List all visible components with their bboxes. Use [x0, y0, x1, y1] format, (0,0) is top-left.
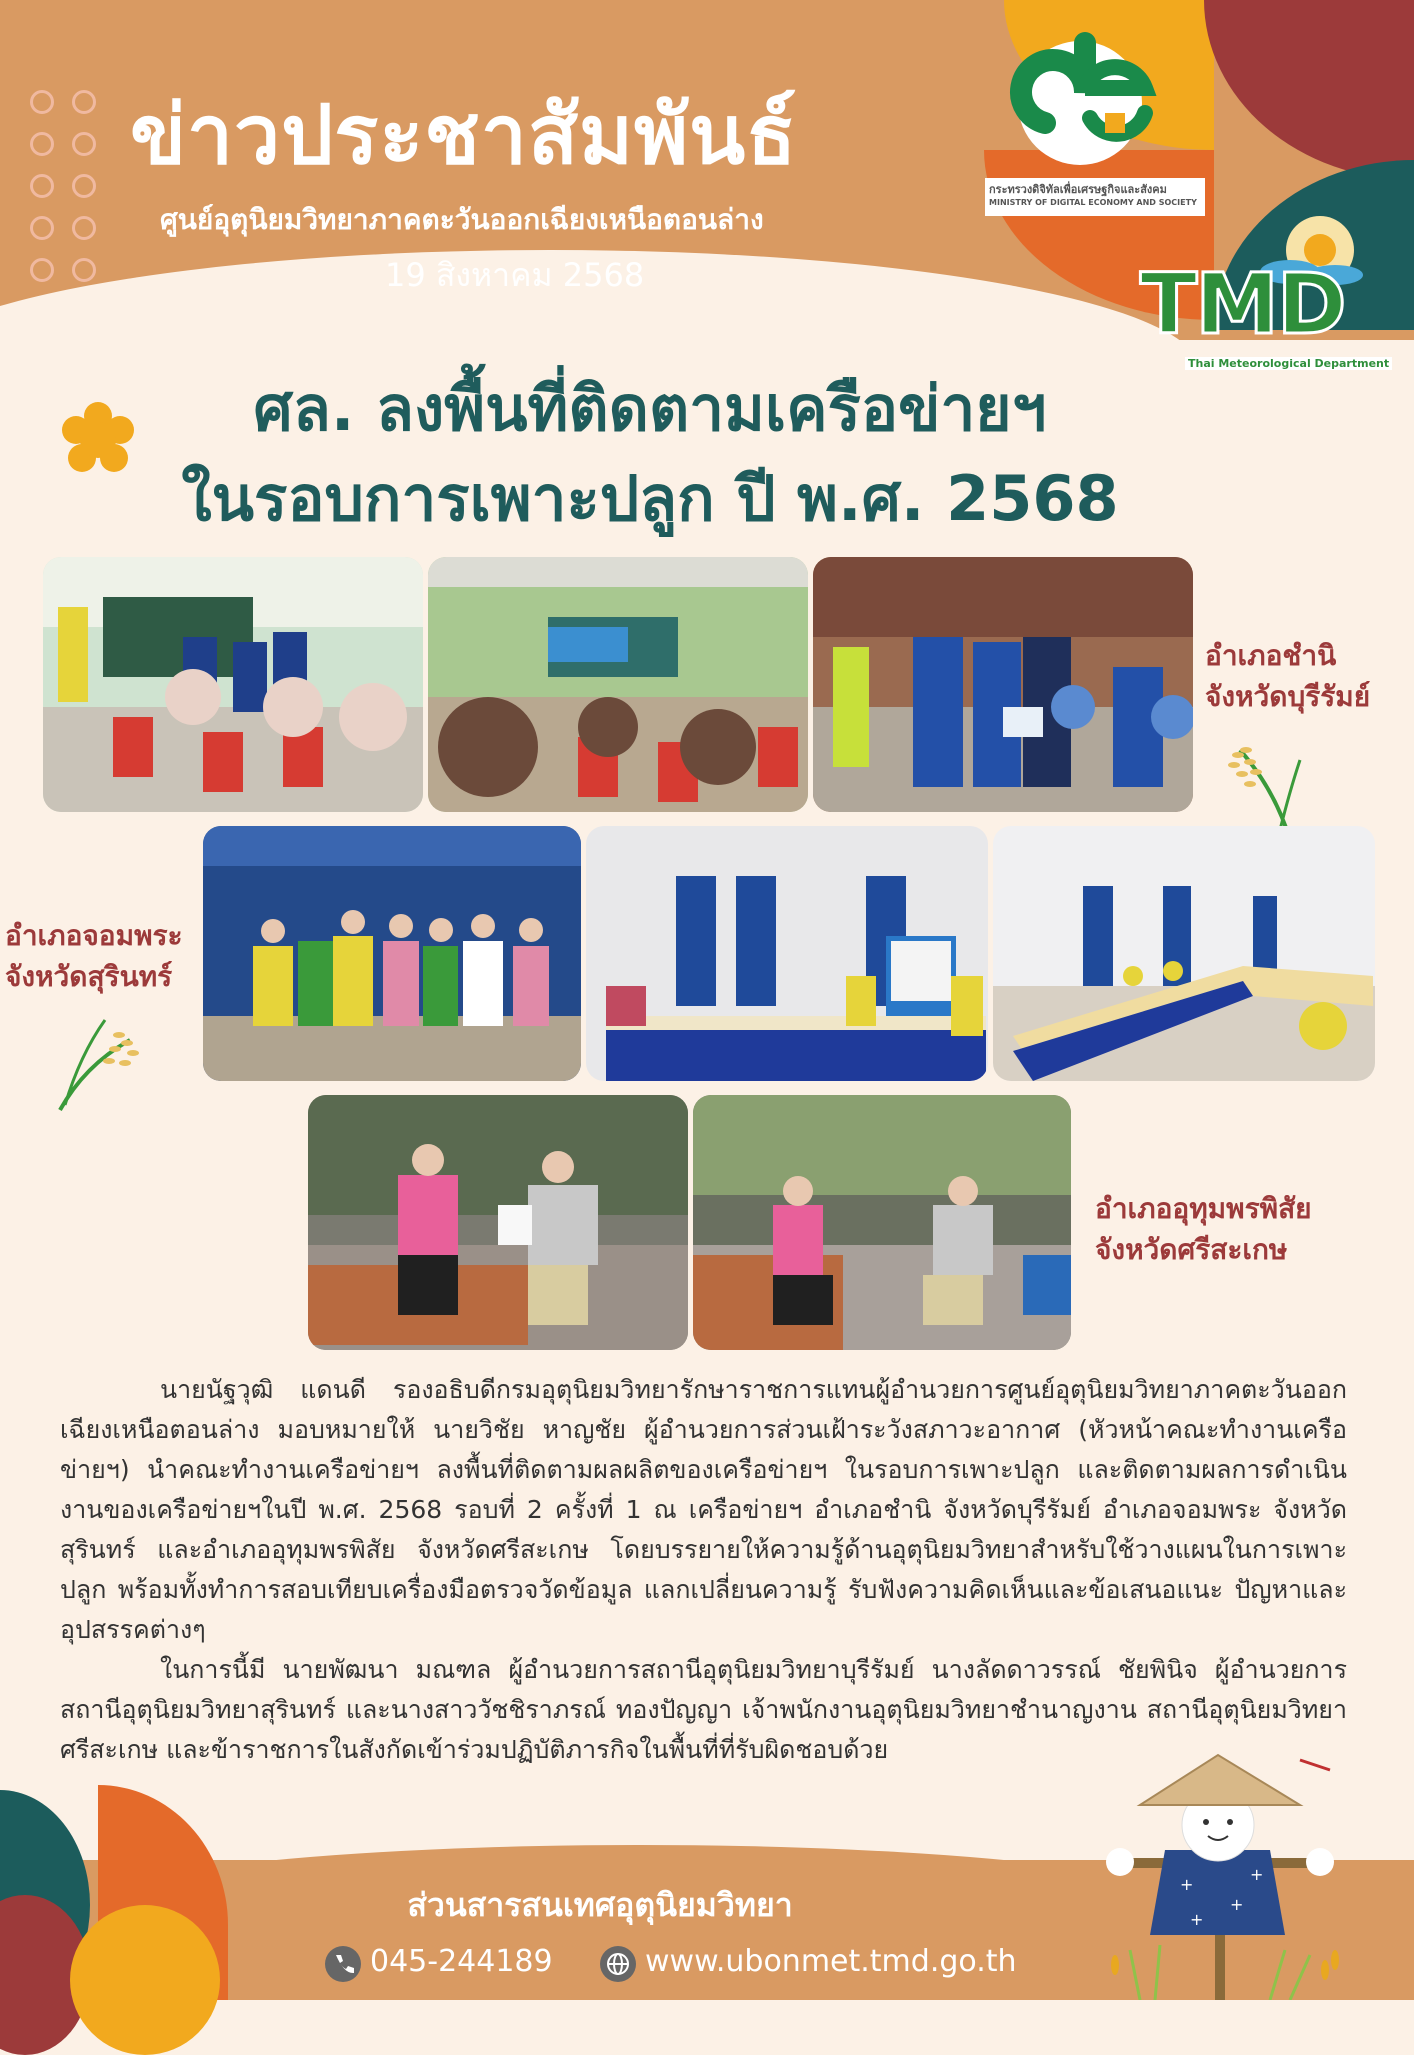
rice-stalk-icon	[55, 1005, 145, 1115]
globe-icon	[600, 1946, 636, 1982]
district-name: อำเภอจอมพระ	[5, 919, 183, 952]
photo-chamni-1	[43, 557, 423, 812]
ministry-logo	[985, 28, 1205, 218]
rice-stalk-icon	[1220, 730, 1310, 840]
headline-line-1: ศล. ลงพื้นที่ติดตามเครือข่ายฯ	[253, 372, 1047, 445]
tmd-wordmark: TMD	[1140, 255, 1345, 353]
photo-uthumphon-2	[693, 1095, 1071, 1350]
tmd-subtitle: Thai Meteorological Department	[1185, 357, 1392, 370]
decor-yellow-shape	[70, 1905, 220, 2055]
province-name: จังหวัดสุรินทร์	[5, 960, 173, 993]
tmd-logo	[1140, 210, 1390, 375]
ministry-name-en: MINISTRY OF DIGITAL ECONOMY AND SOCIETY	[989, 198, 1197, 207]
province-name: จังหวัดศรีสะเกษ	[1095, 1233, 1288, 1266]
photo-uthumphon-1	[308, 1095, 688, 1350]
photo-chomphra-3	[993, 826, 1375, 1081]
svg-text:+: +	[1180, 1875, 1194, 1894]
scarecrow-illustration	[1100, 1750, 1360, 2000]
location-label-uthumphon	[1095, 1188, 1395, 1270]
photo-chomphra-1	[203, 826, 581, 1081]
footer-phone[interactable]: 045-244189	[370, 1944, 553, 1979]
photo-chamni-3	[813, 557, 1193, 812]
location-label-chamni	[1205, 635, 1405, 717]
headline-line-2: ในรอบการเพาะปลูก ปี พ.ศ. 2568	[181, 462, 1119, 535]
district-name: อำเภออุทุมพรพิสัย	[1095, 1192, 1312, 1225]
province-name: จังหวัดบุรีรัมย์	[1205, 680, 1371, 713]
location-label-chomphra	[5, 915, 205, 997]
photo-chomphra-2	[586, 826, 988, 1081]
page-subtitle: ศูนย์อุตุนิยมวิทยาภาคตะวันออกเฉียงเหนือตอนล่าง	[160, 203, 764, 236]
svg-text:+: +	[1250, 1865, 1264, 1884]
ministry-name-th: กระทรวงดิจิทัลเพื่อเศรษฐกิจและสังคม	[989, 183, 1167, 196]
phone-icon	[325, 1946, 361, 1982]
footer-org-name: ส่วนสารสนเทศอุตุนิยมวิทยา	[407, 1886, 793, 1924]
footer-website-link[interactable]: www.ubonmet.tmd.go.th	[645, 1944, 1017, 1979]
dot-pattern	[30, 90, 110, 290]
photo-chamni-2	[428, 557, 808, 812]
article-body	[60, 1370, 1347, 1770]
article-paragraph-2: ในการนี้มี นายพัฒนา มณฑล ผู้อำนวยการสถานีอุตุนิยมวิทยาบุรีรัมย์ นางลัดดาวรรณ์ ชัยพินิจ ผู้อำนวยการสถานีอุตุนิยมวิทยาสุรินทร์ และนางสาววัชชิราภรณ์ ทองปัญญา เจ้าพนักงานอุตุนิยมวิทยาชำนาญงาน สถานีอุตุนิยมวิทยาศรีสะเกษ และข้าราชการในสังกัดเข้าร่วมปฏิบัติภารกิจในพื้นที่ที่รับผิดชอบด้วย	[60, 1655, 1347, 1764]
district-name: อำเภอชำนิ	[1205, 639, 1337, 672]
svg-text:+: +	[1230, 1895, 1244, 1914]
article-paragraph-1: นายนัฐวุฒิ แดนดี รองอธิบดีกรมอุตุนิยมวิทยารักษาราชการแทนผู้อำนวยการศูนย์อุตุนิยมวิทยาภาคตะวันออกเฉียงเหนือตอนล่าง มอบหมายให้ นายวิชัย หาญชัย ผู้อำนวยการส่วนเฝ้าระวังสภาวะอากาศ (หัวหน้าคณะทำงานเครือข่ายฯ) นำคณะทำงานเครือข่ายฯ ลงพื้นที่ติดตามผลผลิตของเครือข่ายฯ ในรอบการเพาะปลูก และติดตามผลการดำเนินงานของเครือข่ายฯในปี พ.ศ. 2568 รอบที่ 2 ครั้งที่ 1 ณ เครือข่ายฯ อำเภอชำนิ จังหวัดบุรีรัมย์ อำเภอจอมพระ จังหวัดสุรินทร์ และอำเภออุทุมพรพิสัย จังหวัดศรีสะเกษ โดยบรรยายให้ความรู้ด้านอุตุนิยมวิทยาสำหรับใช้วางแผนในการเพาะปลูก พร้อมทั้งทำการสอบเทียบเครื่องมือตรวจวัดข้อมูล แลกเปลี่ยนความรู้ รับฟังความคิดเห็นและข้อเสนอแนะ ปัญหาและอุปสรรคต่างๆ	[60, 1375, 1347, 1644]
page-title: ข่าวประชาสัมพันธ์	[130, 88, 798, 183]
publish-date: 19 สิงหาคม 2568	[385, 256, 645, 294]
svg-text:+: +	[1190, 1910, 1204, 1929]
